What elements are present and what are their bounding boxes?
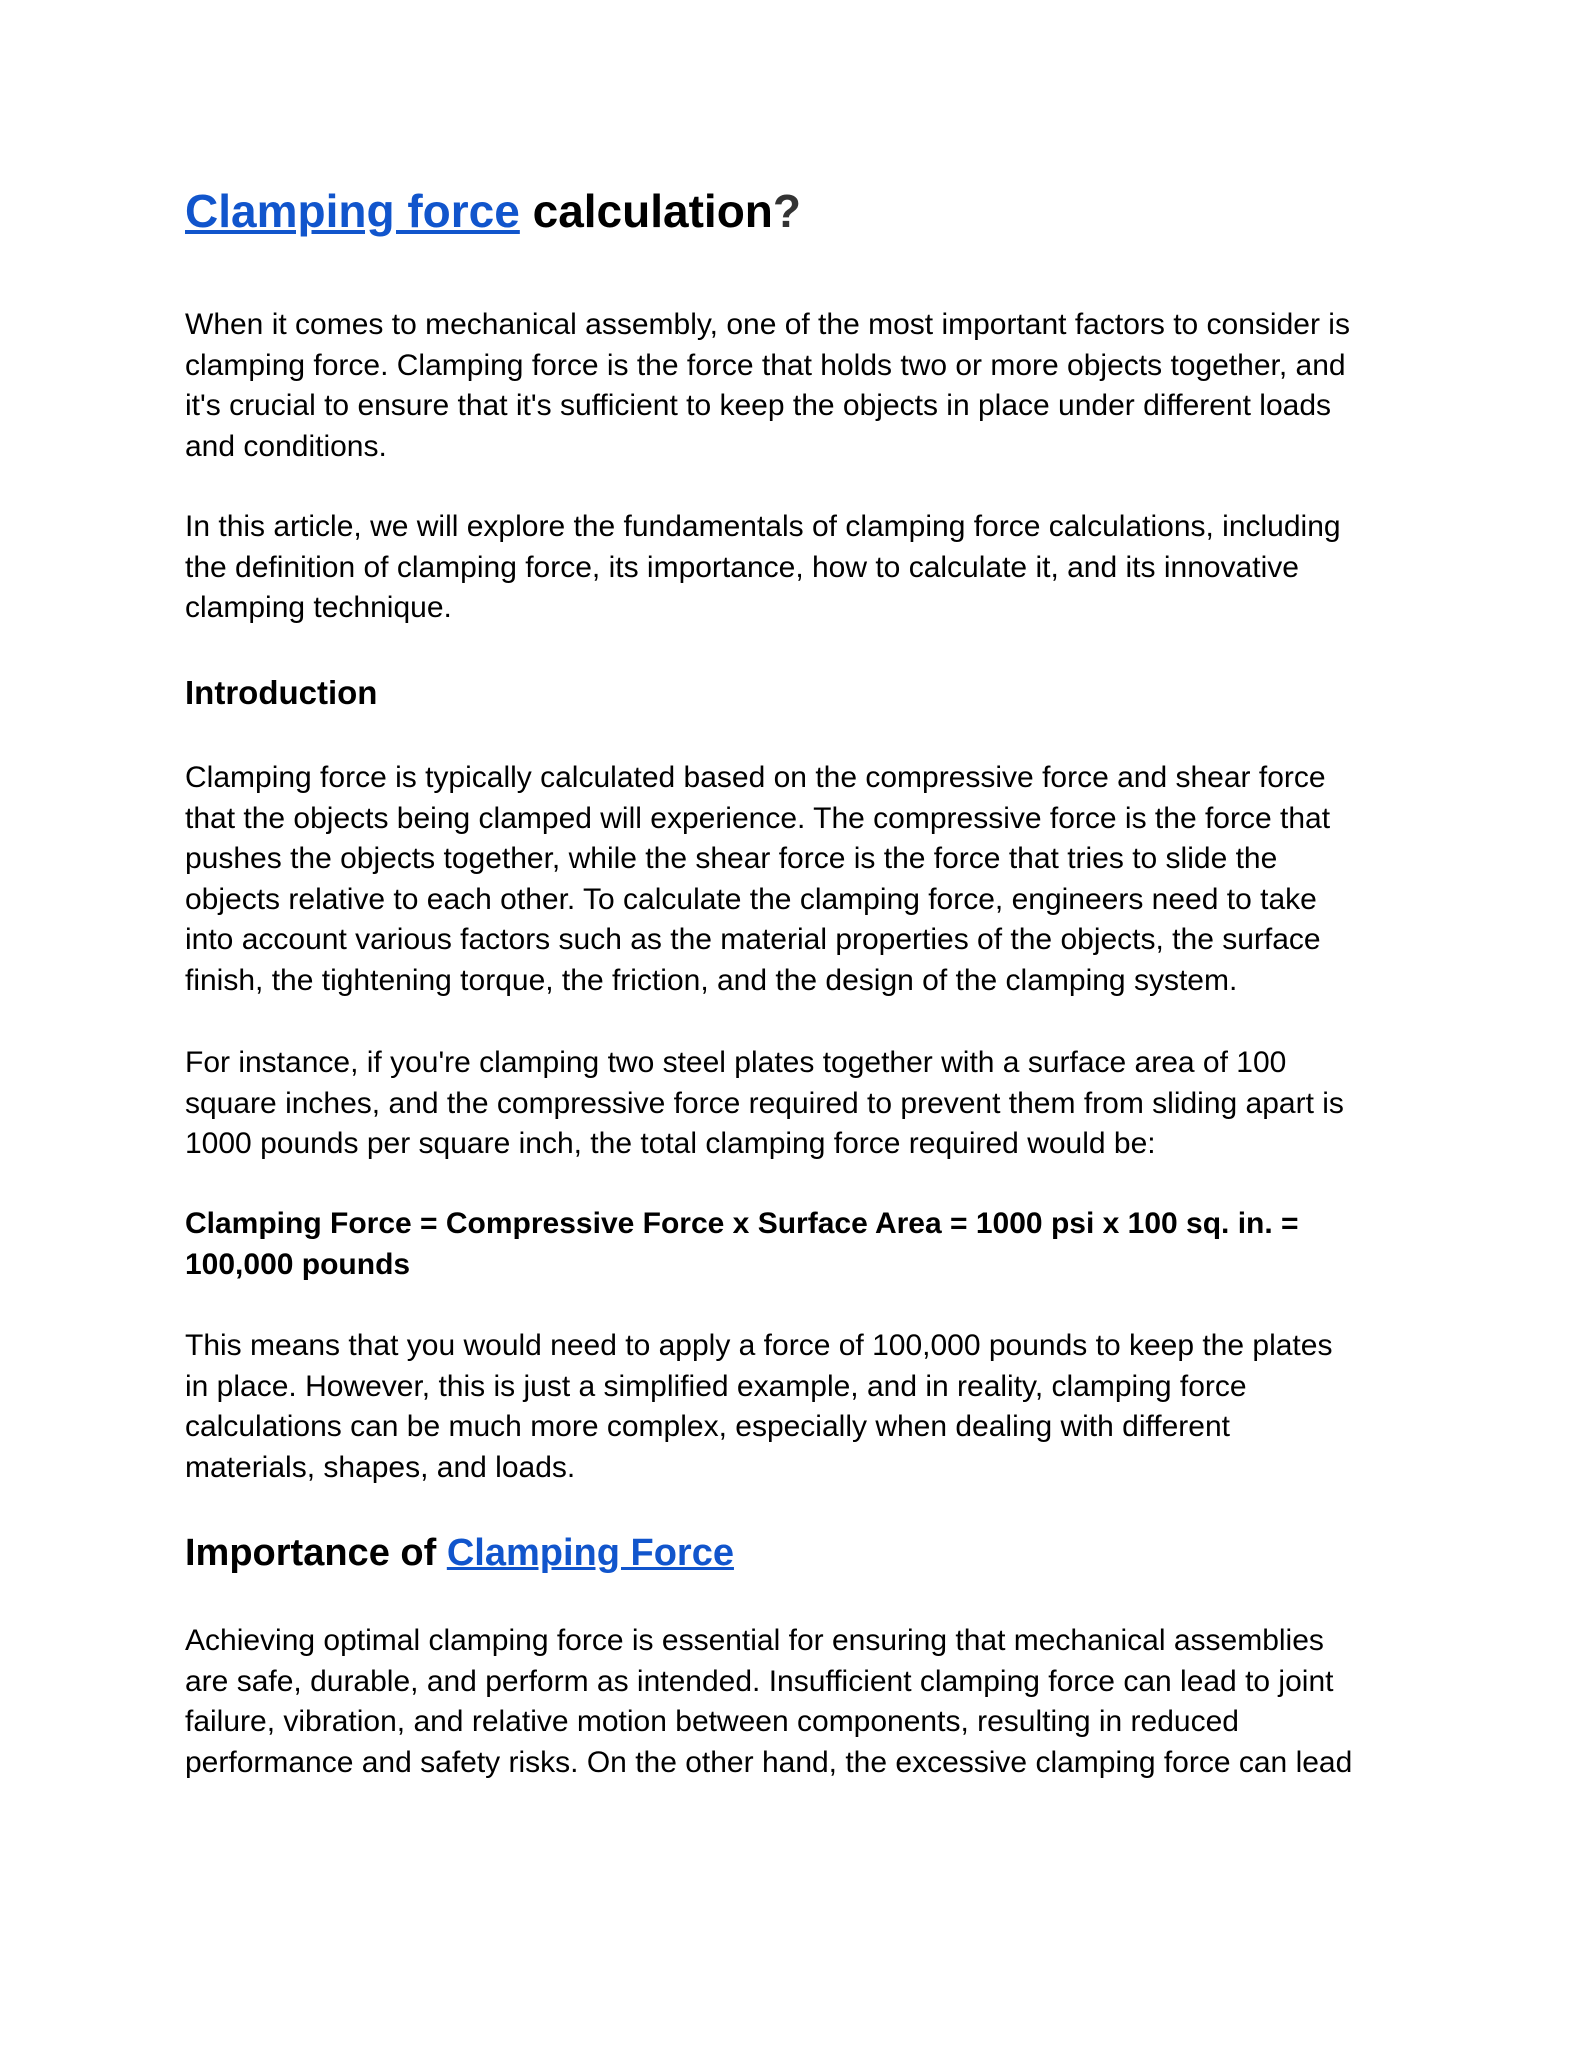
text-line: are safe, durable, and perform as intended. Insufficient clamping force can lead to joint	[185, 1664, 1334, 1698]
intro-paragraph-2	[185, 507, 1415, 629]
text-line: Clamping force is typically calculated based on the compressive force and shear force	[185, 761, 1326, 794]
introduction-paragraph	[185, 758, 1415, 1002]
title-question-mark: ?	[772, 185, 802, 237]
heading-importance	[185, 1529, 1415, 1577]
text-line: into account various factors such as the material properties of the objects, the surface	[185, 923, 1321, 957]
text-line: performance and safety risks. On the other hand, the excessive clamping force can lead	[185, 1745, 1353, 1779]
importance-paragraph	[185, 1621, 1415, 1783]
text-line: pushes the objects together, while the shear force is the force that tries to slide the	[185, 842, 1278, 876]
text-line: When it comes to mechanical assembly, one of the most important factors to consider is	[185, 308, 1350, 341]
heading-introduction: Introduction	[185, 674, 378, 711]
page-title	[185, 183, 1415, 239]
text-line: finish, the tightening torque, the friction, and the design of the clamping system.	[185, 963, 1238, 997]
text-line: materials, shapes, and loads.	[185, 1450, 576, 1484]
heading-importance-text: Importance of	[185, 1532, 447, 1574]
text-line: and conditions.	[185, 429, 387, 463]
text-line: objects relative to each other. To calculate the clamping force, engineers need to take	[185, 882, 1317, 916]
heading-link-clamping-force[interactable]: Clamping Force	[446, 1532, 734, 1574]
text-line: the definition of clamping force, its importance, how to calculate it, and its innovative	[185, 550, 1299, 584]
text-line: 100,000 pounds	[185, 1247, 411, 1281]
text-line: it's crucial to ensure that it's sufficient to keep the objects in place under different loads	[185, 389, 1332, 423]
explanation-paragraph	[185, 1326, 1415, 1488]
formula-paragraph	[185, 1204, 1415, 1285]
text-line: This means that you would need to apply a force of 100,000 pounds to keep the plates	[185, 1329, 1333, 1362]
text-line: Clamping Force = Compressive Force x Surface Area = 1000 psi x 100 sq. in. =	[185, 1207, 1299, 1240]
text-line: 1000 pounds per square inch, the total clamping force required would be:	[185, 1127, 1156, 1161]
example-paragraph	[185, 1043, 1415, 1165]
text-line: In this article, we will explore the fundamentals of clamping force calculations, including	[185, 510, 1341, 543]
text-line: in place. However, this is just a simplified example, and in reality, clamping force	[185, 1369, 1247, 1403]
text-line: failure, vibration, and relative motion between components, resulting in reduced	[185, 1705, 1239, 1739]
text-line: square inches, and the compressive force required to prevent them from sliding apart is	[185, 1086, 1344, 1120]
text-line: clamping force. Clamping force is the force that holds two or more objects together, and	[185, 348, 1346, 382]
title-text: calculation	[519, 185, 773, 237]
text-line: Achieving optimal clamping force is essential for ensuring that mechanical assemblies	[185, 1624, 1324, 1657]
text-line: that the objects being clamped will experience. The compressive force is the force that	[185, 801, 1331, 835]
intro-paragraph-1	[185, 305, 1415, 467]
text-line: clamping technique.	[185, 591, 452, 625]
text-line: For instance, if you're clamping two steel plates together with a surface area of 100	[185, 1046, 1287, 1079]
title-link-clamping-force[interactable]: Clamping force	[185, 185, 520, 237]
text-line: calculations can be much more complex, especially when dealing with different	[185, 1410, 1231, 1444]
